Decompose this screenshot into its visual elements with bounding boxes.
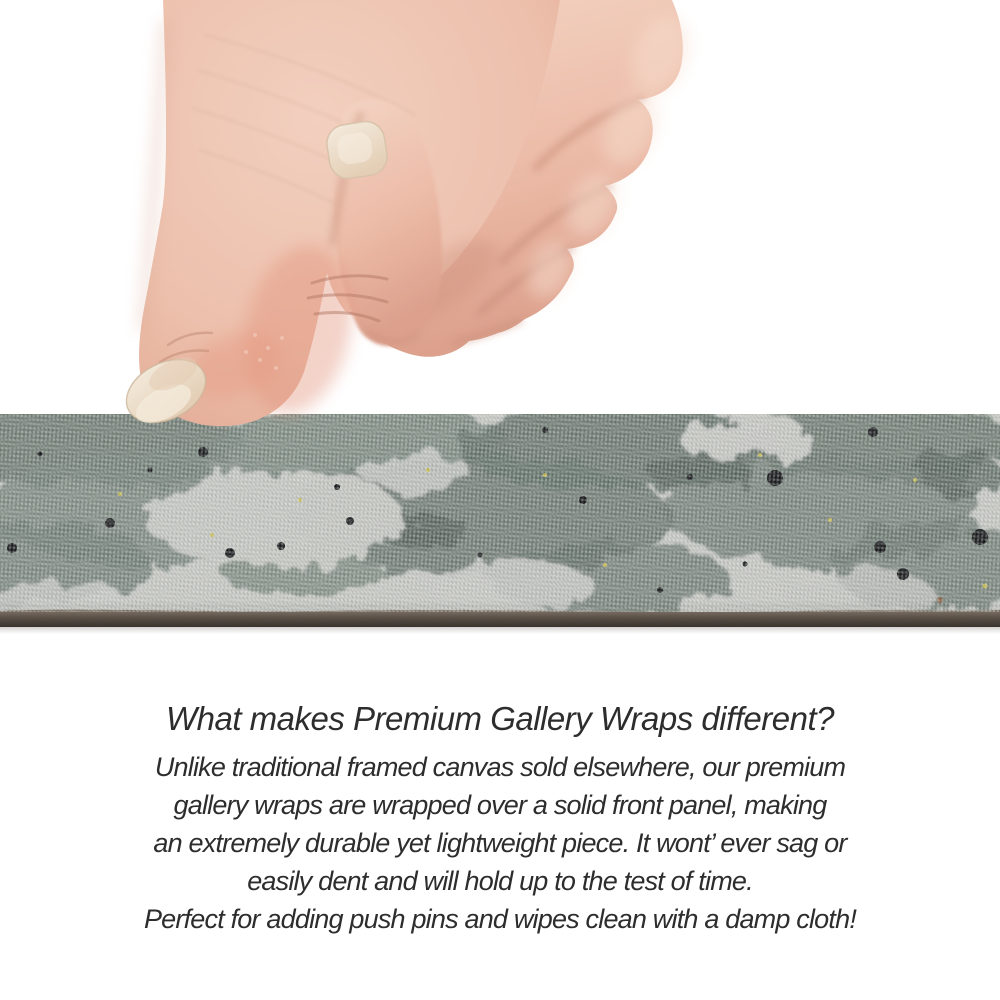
body-line-5: Perfect for adding push pins and wipes clean with a damp cloth! <box>143 904 857 934</box>
index-fingernail <box>324 119 390 181</box>
canvas-shadow <box>0 627 1000 634</box>
text-section <box>0 699 1000 938</box>
body-line-3: an extremely durable yet lightweight piece. It wont’ ever sag or <box>153 828 847 858</box>
hand-photo <box>0 0 1000 450</box>
body-line-4: easily dent and will hold up to the test of time. <box>247 866 753 896</box>
body-line-1: Unlike traditional framed canvas sold elsewhere, our premium <box>154 752 846 782</box>
body-line-2: gallery wraps are wrapped over a solid front panel, making <box>173 790 827 820</box>
heading: What makes Premium Gallery Wraps different? <box>165 700 835 737</box>
